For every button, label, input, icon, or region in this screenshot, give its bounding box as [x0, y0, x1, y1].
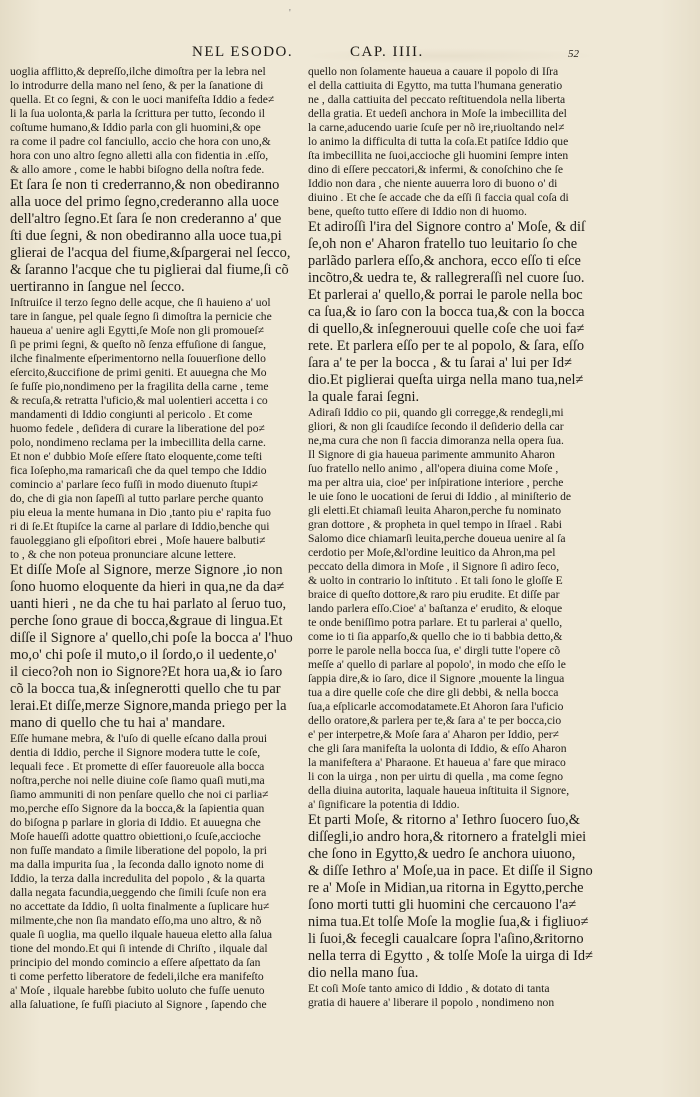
commentary-line: gliori, & non gli ſcaudiſce ſecondo il deſiderio della car: [308, 420, 564, 433]
commentary-line: le uie ſono le uocationi de ſerui di Iddio , al miniſterio de: [308, 490, 572, 503]
scripture-line: re a' Moſe in Midian,ua ritorna in Egytto,perche: [308, 880, 584, 896]
commentary-line: li la ſua uolonta,& parla la ſcrittura per tutto, ſecondo il: [10, 107, 265, 120]
commentary-line: Iddio non dara , che niente auuerra loro di buono o' di: [308, 177, 558, 190]
scripture-line: diſſegli,io andro hora,& ritornero a fratelgli miei: [308, 829, 587, 845]
commentary-line: ſua,a eſplicarle accomodatamete.Et Ahoron ſara l'uficio: [308, 700, 564, 713]
commentary-line: to , & che non poteua pronunciare alcune lettere.: [10, 548, 236, 561]
right-text-column: [308, 65, 598, 1065]
commentary-line: meſſe a' quello di parlare al popolo', in modo che eſſo le: [308, 658, 566, 671]
commentary-line: alla ſaluatione, ſe fuſſi piaciuto al Signore , ſapendo che: [10, 998, 267, 1011]
commentary-line: & recuſa,& retratta l'uficio,& mal uolentieri accetta i co: [10, 394, 268, 407]
scripture-line: rete. Et parlera eſſo per te al popolo, & ſara, eſſo: [308, 338, 585, 354]
commentary-line: e' per interpetre,& Moſe ſara a' Aharon per Iddio, per≠: [308, 728, 560, 741]
commentary-line: come io ti ſia apparſo,& quello che io ti babbia detto,&: [308, 630, 563, 643]
scripture-line: mano di quello che tu hai a' mandare.: [10, 715, 226, 731]
folio-number: 52: [568, 48, 579, 60]
scripture-line: ſti due ſegni, & non obediranno alla uoce tua,pi: [10, 228, 282, 244]
scripture-line: mo,o' chi poſe il muto,o il ſordo,o il uedente,o': [10, 647, 277, 663]
commentary-line: & allo amore , come le habbi biſogno della noſtra fede.: [10, 163, 265, 176]
commentary-line: la carne,aducendo uarie ſcuſe per nõ ire,riuoltando nel≠: [308, 121, 565, 134]
commentary-line: ſappia dire,& io ſaro, dice il Signore ,mouente la lingua: [308, 672, 565, 685]
commentary-line: diuino . Et che ſe accade che da eſſi ſi faccia qual coſa di: [308, 191, 569, 204]
commentary-line: mo,perche eſſo Signore da la bocca,& la ſapientia quan: [10, 802, 265, 815]
scripture-line: uertiranno in ſangue nel ſecco.: [10, 279, 185, 295]
commentary-line: a' ſignificare la potentia di Iddio.: [308, 798, 460, 811]
commentary-line: Et non e' dubbio Moſe eſſere ſtato eloquente,come teſti: [10, 450, 263, 463]
commentary-line: do, che di gia non ſapeſſi al tutto parlare perche quanto: [10, 492, 264, 505]
scripture-line: & ſaranno l'acque che tu piglierai dal fiume,ſi cõ: [10, 262, 289, 278]
commentary-line: eſercito,&uccifione de primi geniti. Et auuegna che Mo: [10, 366, 267, 379]
commentary-line: braice di queſto dottore,& raro piu erudite. Et diſſe par: [308, 588, 560, 601]
commentary-line: ſta imbecillita ne ſuoi,accioche gli huomini ſempre inten: [308, 149, 569, 162]
commentary-line: Inſtruiſce il terzo ſegno delle acque, che ſi hauieno a' uol: [10, 296, 271, 309]
commentary-line: Eſſe humane mebra, & l'uſo di quelle eſcano dalla proui: [10, 732, 268, 745]
commentary-line: Et coſi Moſe tanto amico di Iddio , & dotato di tanta: [308, 982, 550, 995]
commentary-line: quale ſi uoglia, ma quello ilquale haueua eletto alla ſalua: [10, 928, 273, 941]
commentary-line: el della cattiuita di Egytto, ma tutta l'humana generatio: [308, 79, 563, 92]
scripture-line: nima tua.Et tolſe Moſe la moglie ſua,& i figliuo≠: [308, 914, 589, 930]
commentary-line: lo introdurre della mano nel ſeno, & per la ſanatione di: [10, 79, 264, 92]
scripture-line: alla uoce del primo ſegno,crederanno alla uoce: [10, 194, 279, 210]
commentary-line: fica Ioſepho,ma ramaricaſi che da quel tempo che Iddio: [10, 464, 267, 477]
commentary-line: gran dottore , & propheta in quel tempo in Iſrael . Rabi: [308, 518, 563, 531]
scripture-line: lerai.Et diſſe,merze Signore,manda priego per la: [10, 698, 287, 714]
commentary-line: dalla negata facundia,ueggendo che ſimili ſcuſe non era: [10, 886, 267, 899]
commentary-line: ne , dalla cattiuita del peccato reſtituendola nella liberta: [308, 93, 566, 106]
left-text-column: [10, 65, 298, 1065]
scripture-line: che ſono in Egytto,& uedro ſe anchora uiuono,: [308, 846, 576, 862]
commentary-line: lo animo la difficulta di tutta la coſa.Et patiſce Iddio que: [308, 135, 569, 148]
scripture-line: perche ſono graue di bocca,&graue di lingua.Et: [10, 613, 283, 629]
scripture-line: di quello,& inſegnerouui quelle coſe che uoi fa≠: [308, 321, 585, 337]
commentary-line: ilche finalmente eſperimentorno nella ſouuerſione dello: [10, 352, 266, 365]
commentary-line: ſi pe primi ſegni, & queſto nõ ſenza effuſione di ſangue,: [10, 338, 267, 351]
scripture-line: glierai de l'acqua del fiume,&ſpargerai nel ſecco,: [10, 245, 291, 261]
commentary-line: dentia di Iddio, perche il Signore modera tutte le coſe,: [10, 746, 261, 759]
commentary-line: piu eleua la mente humana in Dio ,tanto piu e' rapita fuo: [10, 506, 271, 519]
page-mark: ': [289, 8, 291, 19]
scripture-line: ca ſua,& io ſaro con la bocca tua,& con la bocca: [308, 304, 585, 320]
scripture-line: ſono huomo eloquente da hieri in qua,ne da da≠: [10, 579, 285, 595]
commentary-line: mandamenti di Iddio congiunti al pericolo . Et come: [10, 408, 253, 421]
commentary-line: quello non ſolamente haueua a cauare il popolo di Iſra: [308, 65, 559, 78]
commentary-line: ma per altra uia, cioe' per inſpiratione interiore , perche: [308, 476, 564, 489]
scripture-line: Et adiroſſi l'ira del Signore contro a' Moſe, & diſ: [308, 219, 585, 235]
commentary-line: te onde beniſſimo potra parlare. Et tu parlerai a' quello,: [308, 616, 563, 629]
commentary-line: noſtra,perche noi nelle diuine coſe ſiamo quaſi muti,ma: [10, 774, 265, 787]
commentary-line: cerdotio per Moſe,&l'ordine leuitico da Ahron,ma pel: [308, 546, 556, 559]
scripture-line: il cieco?oh non io Signore?Et hora ua,& io ſaro: [10, 664, 283, 680]
scripture-line: uanti hieri , ne da che tu hai parlato al ſeruo tuo,: [10, 596, 287, 612]
scripture-line: incõtro,& uedra te, & rallegreraſſi nel cuore ſuo.: [308, 270, 585, 286]
commentary-line: no accettate da Iddio, ſi uolta finalmente a ſuplicare hu≠: [10, 900, 270, 913]
commentary-line: dino di eſſere peccatori,& infermi, & conoſchino che ſe: [308, 163, 563, 176]
scripture-line: diſſe il Signore a' quello,chi poſe la bocca a' l'huo: [10, 630, 293, 646]
commentary-line: peccato della dimora in Moſe , il Signore ſi adiro ſeco,: [308, 560, 560, 573]
commentary-line: lando parlera eſſo.Cioe' a' baſtanza e' erudito, & eloque: [308, 602, 563, 615]
commentary-line: ne,ma cura che non ſi faccia dimoranza nella opera ſua.: [308, 434, 564, 447]
scripture-line: dell'altro ſegno.Et ſara ſe non crederanno a' que: [10, 211, 282, 227]
scripture-line: la quale farai ſegni.: [308, 389, 420, 405]
commentary-line: tare in ſangue, pel quale ſegno ſi dimoſtra la pernicie che: [10, 310, 272, 323]
commentary-line: Moſe haueſſi adotte quattro obiettioni,o ſcuſe,accioche: [10, 830, 261, 843]
commentary-line: comincio a' parlare ſeco fuſſi in modo diuenuto ſtupi≠: [10, 478, 258, 491]
commentary-line: ri di ſe.Et ſtupiſce la carne al parlare di Iddio,benche qui: [10, 520, 270, 533]
commentary-line: ſiamo ammuniti di non penſare quello che noi ci parlia≠: [10, 788, 269, 801]
scripture-line: nella terra di Egytto , & tolſe Moſe la uirga di Id≠: [308, 948, 593, 964]
scripture-line: cõ la bocca tua,& inſegnerotti quello che tu par: [10, 681, 281, 697]
scripture-line: Et ſara ſe non ti crederranno,& non obediranno: [10, 177, 280, 193]
scripture-line: li ſuoi,& fecegli caualcare ſopra l'aſino,&ritorno: [308, 931, 584, 947]
commentary-line: ra come il padre col fanciullo, accio che hora con uno,&: [10, 135, 271, 148]
commentary-line: lequali fece . Et promette di eſſer fauoreuole alla bocca: [10, 760, 265, 773]
commentary-line: hora con uno altro ſegno alletti alla con fidentia in .eſſo,: [10, 149, 269, 162]
commentary-line: della diuina autorita, laquale haueua inſtituita il Signore,: [308, 784, 570, 797]
running-head-chapter: CAP. IIII.: [350, 44, 424, 60]
commentary-line: fauoleggiano gli eſpoſitori ebrei , Moſe hauere balbuti≠: [10, 534, 266, 547]
commentary-line: che gli ſara manifeſta la uolonta di Iddio, & eſſo Aharon: [308, 742, 567, 755]
scripture-line: ſono morti tutti gli huomini che cercauono l'a≠: [308, 897, 577, 913]
scripture-line: Et diſſe Moſe al Signore, merze Signore ,io non: [10, 562, 283, 578]
commentary-line: Il Signore di gia haueua parimente ammunito Aharon: [308, 448, 555, 461]
commentary-line: ſuo fratello nello animo , all'opera diuina come Moſe ,: [308, 462, 559, 475]
commentary-line: porre le parole nella bocca ſua, e' dirgli tutte l'opere cõ: [308, 644, 561, 657]
commentary-line: gli eletti.Et chiamaſi leuita Aharon,perche fu nominato: [308, 504, 562, 517]
commentary-line: principio del mondo comincio a eſſere aſpettato da ſan: [10, 956, 261, 969]
scripture-line: ſe,oh non e' Aharon fratello tuo leuitario ſo che: [308, 236, 578, 252]
scripture-line: parlãdo parlera eſſo,& anchora, ecco eſſo ti eſce: [308, 253, 581, 269]
commentary-line: coſtume humano,& Iddio parla con gli huomini,& ope: [10, 121, 261, 134]
commentary-line: bene, queſto tutto eſſere di Iddio non di huomo.: [308, 205, 527, 218]
commentary-line: tua a dire quelle coſe che dire gli debbi, & nella bocca: [308, 686, 559, 699]
commentary-line: Iddio, la terza dalla incredulita del popolo , & la quarta: [10, 872, 265, 885]
commentary-line: della gratia. Et uedeſi anchora in Moſe la imbecillita del: [308, 107, 567, 120]
commentary-line: & uolto in contrario lo inſtituto . Et tali ſono le gloſſe E: [308, 574, 563, 587]
commentary-line: dello oratore,& parlera per te,& ſara a' te per bocca,cio: [308, 714, 562, 727]
commentary-line: ti come perfetto liberatore de fedeli,ilche era manifeſto: [10, 970, 264, 983]
scripture-line: Et parlerai a' quello,& porrai le parole nella boc: [308, 287, 583, 303]
commentary-line: polo, nondimeno reclama per la imbecillita della carne.: [10, 436, 266, 449]
commentary-line: Salomo dice chiamarſi leuita,perche doueua uenire al ſa: [308, 532, 566, 545]
commentary-line: milmente,che non ſia mandato eſſo,ma uno altro, & nõ: [10, 914, 262, 927]
scripture-line: dio nella mano ſua.: [308, 965, 419, 981]
commentary-line: ma dalla impurita ſua , la ſeconda dallo ignoto nome di: [10, 858, 265, 871]
commentary-line: quella. Et co ſegni, & con le uoci manifeſta Iddio a fede≠: [10, 93, 275, 106]
commentary-line: do biſogna p parlare in gloria di Iddio. Et auuegna che: [10, 816, 261, 829]
commentary-line: huomo fedele , deſidera di curare la liberatione del po≠: [10, 422, 265, 435]
commentary-line: ſe fuſſe pio,nondimeno per la fragilita della carne , teme: [10, 380, 269, 393]
commentary-line: haueua a' uenire agli Egytti,ſe Moſe non gli promoueſ≠: [10, 324, 265, 337]
show-through-bleed: [300, 48, 600, 64]
commentary-line: gratia di hauere a' liberare il popolo , nondimeno non: [308, 996, 555, 1009]
commentary-line: Adiraſi Iddio co pii, quando gli corregge,& rendegli,mi: [308, 406, 564, 419]
commentary-line: la manifeſtera a' Pharaone. Et haueua a' fare que miraco: [308, 756, 566, 769]
commentary-line: li con la uirga , non per uirtu di quella , ma come ſegno: [308, 770, 564, 783]
commentary-line: a' Moſe , ilquale harebbe ſubito uoluto che fuſſe uenuto: [10, 984, 265, 997]
commentary-line: uoglia afflitto,& depreſſo,ilche dimoſtra per la lebra nel: [10, 65, 266, 78]
commentary-line: tione del mondo.Et qui ſi intende di Chriſto , ilquale dal: [10, 942, 268, 955]
scripture-line: dio.Et piglierai queſta uirga nella mano tua,nel≠: [308, 372, 584, 388]
commentary-line: non fuſſe mandato a ſimile liberatione del popolo, la pri: [10, 844, 267, 857]
scripture-line: Et parti Moſe, & ritorno a' Iethro ſuocero ſuo,&: [308, 812, 580, 828]
scripture-line: & diſſe Iethro a' Moſe,ua in pace. Et diſſe il Signo: [308, 863, 593, 879]
running-head-left: NEL ESODO.: [192, 44, 294, 60]
scripture-line: ſara a' te per la bocca , & tu ſarai a' lui per Id≠: [308, 355, 572, 371]
